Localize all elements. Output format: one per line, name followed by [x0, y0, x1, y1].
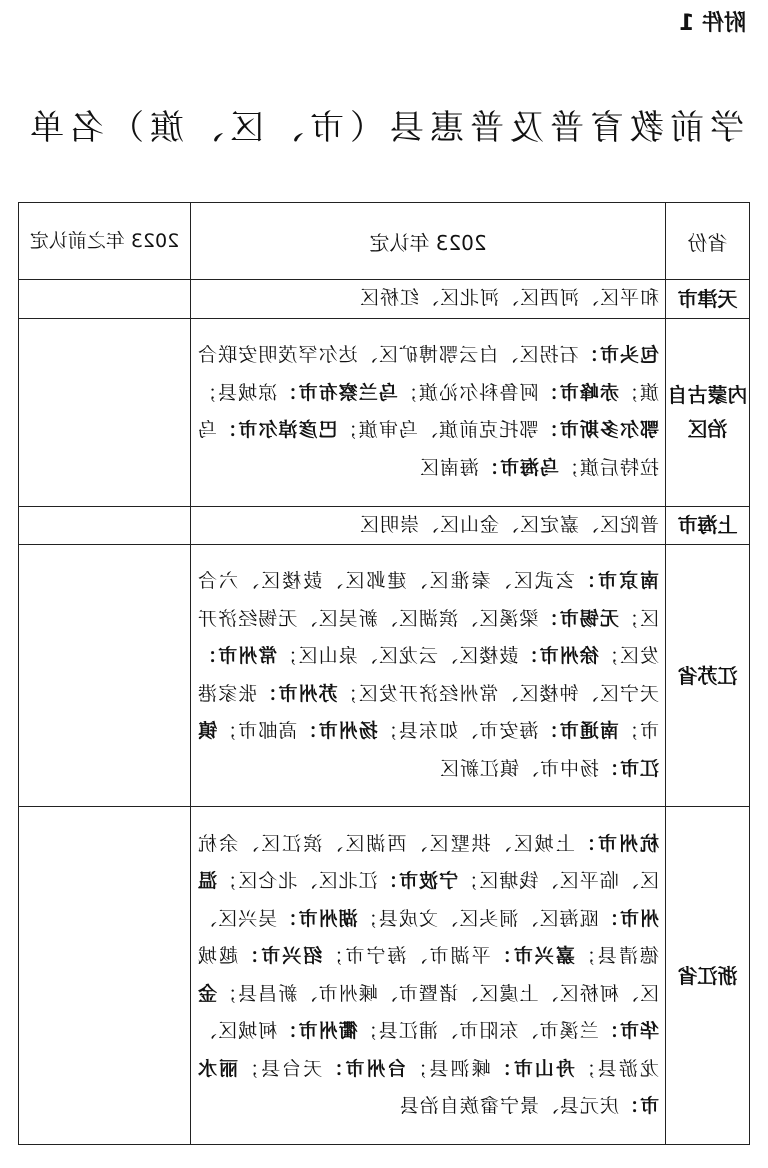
city-name: 金华市：	[197, 982, 659, 1042]
city-name: 杭州市：	[574, 832, 659, 855]
city-name: 扬州市：	[297, 720, 378, 742]
district-list: 扬中市、镇江新区	[438, 757, 599, 780]
table-row	[19, 506, 750, 545]
city-name: 包头市：	[578, 344, 659, 366]
city-name: 衢州市：	[277, 1020, 358, 1042]
district-list: 柯城区、龙游县；	[197, 1020, 659, 1080]
district-list: 越城区、柯桥区、上虞区、诸暨市、嵊州市、新昌县；	[197, 945, 659, 1005]
recognized-before-2023-cell	[19, 807, 191, 1145]
city-name: 南京市：	[574, 570, 659, 592]
district-list: 兰溪市、东阳市、浦江县；	[357, 1020, 599, 1042]
recognized-2023-cell	[191, 506, 666, 545]
province-cell: 上海市	[666, 506, 750, 545]
province-cell: 浙江省	[666, 807, 750, 1145]
recognized-2023-cell	[191, 807, 666, 1145]
city-name: 苏州市：	[257, 682, 338, 705]
recognized-before-2023-cell	[19, 280, 191, 319]
province-cell: 内蒙古自治区	[666, 318, 750, 506]
province-cell: 江苏省	[666, 545, 750, 807]
county-list-table	[18, 202, 750, 1145]
district-list: 鄂托克前旗、乌审旗；	[337, 419, 539, 441]
table-row	[19, 807, 750, 1145]
district-list: 上城区、拱墅区、西湖区、滨江区、余杭区、临平区、钱塘区；	[197, 832, 659, 892]
city-name: 绍兴市：	[238, 945, 324, 967]
district-list: 梁溪区、滨湖区、新吴区、无锡经济开发区；	[197, 607, 659, 667]
district-list: 天宁区、钟楼区、常州经济开发区；	[337, 682, 659, 705]
district-list: 海南区	[418, 456, 479, 479]
district-list: 张家港市；	[197, 682, 659, 742]
district-list: 吴兴区、德清县；	[197, 907, 659, 967]
recognized-before-2023-cell	[19, 318, 191, 506]
city-name: 无锡市：	[538, 607, 619, 630]
table-header-row	[19, 203, 750, 280]
table-body	[19, 280, 750, 1145]
district-list: 高邮市；	[217, 720, 298, 742]
district-list: 鼓楼区、云龙区、泉山区；	[277, 645, 519, 667]
recognized-2023-cell	[191, 545, 666, 807]
district-list: 海安市、如东县；	[377, 720, 539, 742]
district-list: 石拐区、白云鄂博矿区、达尔罕茂明安联合旗；	[197, 344, 659, 404]
district-list: 江北区、北仑区；	[217, 870, 378, 892]
attachment-label: 附件 1	[679, 11, 746, 36]
recognized-2023-cell	[191, 318, 666, 506]
header-recognized-before-2023: 2023 年之前认定	[19, 203, 191, 280]
district-list: 和平区、河西区、河北区、红桥区	[358, 287, 659, 309]
header-province: 省份	[666, 203, 750, 280]
table-row	[19, 545, 750, 807]
city-name: 丽水市：	[197, 1057, 659, 1117]
district-list: 瓯海区、洞头区、文成县；	[357, 907, 599, 930]
city-name: 赤峰市：	[538, 381, 619, 404]
city-name: 南通市：	[538, 720, 619, 742]
province-cell: 天津市	[666, 280, 750, 319]
city-name: 鄂尔多斯市：	[538, 419, 659, 441]
city-name: 湖州市：	[277, 907, 358, 930]
recognized-2023-cell	[191, 280, 666, 319]
district-list: 天台县；	[239, 1057, 323, 1080]
table-row	[19, 280, 750, 319]
city-name: 徐州市：	[518, 645, 599, 667]
city-name: 常州市：	[197, 645, 278, 667]
recognized-before-2023-cell	[19, 506, 191, 545]
table-row	[19, 318, 750, 506]
header-recognized-2023: 2023 年认定	[191, 203, 666, 280]
city-name: 镇江市：	[197, 720, 659, 780]
city-name: 乌兰察布市：	[277, 381, 398, 404]
city-name: 台州市：	[322, 1057, 408, 1080]
district-list: 普陀区、嘉定区、金山区、崇明区	[358, 513, 659, 536]
city-name: 舟山市：	[490, 1057, 576, 1080]
district-list: 玄武区、秦淮区、建邺区、鼓楼区、六合区；	[197, 570, 659, 630]
district-list: 平湖市、海宁市；	[323, 945, 491, 967]
district-list: 凉城县；	[197, 381, 278, 404]
city-name: 乌海市：	[478, 456, 559, 479]
district-list: 庆元县、景宁畲族自治县	[398, 1095, 619, 1117]
district-list: 嵊泗县；	[407, 1057, 491, 1080]
document-title: 学前教育普及普惠县（市、区、旗）名单	[24, 108, 744, 148]
city-name: 巴彦淖尔市：	[217, 419, 338, 441]
recognized-before-2023-cell	[19, 545, 191, 807]
district-list: 阿鲁科尔沁旗；	[397, 381, 539, 404]
city-name: 温州市：	[197, 870, 659, 930]
district-list: 乌拉特后旗；	[197, 419, 659, 479]
city-name: 嘉兴市：	[490, 945, 576, 967]
city-name: 宁波市：	[377, 870, 459, 892]
